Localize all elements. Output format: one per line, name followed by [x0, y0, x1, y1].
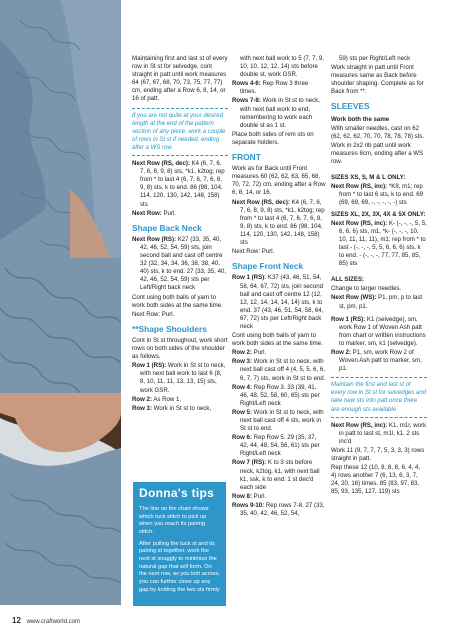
instruction-row: [232, 493, 326, 501]
paragraph: Cont in St st throughout, work short rows on both sides of the shoulder as follows.: [132, 336, 228, 361]
instruction-row: [132, 236, 228, 293]
paragraph: Rep these 12 (10, 8, 8, 8, 6, 4, 4, 4) rows another 7 (6, 13, 6, 3, 7, 24, 20, 16) times. 85 (83, 97, 83, 85, 93, 135, 127, 119) sts: [331, 464, 421, 496]
paragraph: Work in 2x2 rib patt until work measures 8cm, ending after a WS row.: [331, 141, 424, 166]
instruction-row: [232, 459, 326, 491]
row-text: P1, sm, work Row 2 of Woven Ash patt to marker, sm, p1.: [339, 348, 422, 373]
section-heading: **Shape Shoulders: [132, 323, 207, 334]
row-label: Row 2:: [132, 395, 152, 403]
instruction-row: [331, 294, 427, 310]
tip-note: Maintain the first and last st of every row in St st for selvedges and take new sts into patt once there are enough sts available: [331, 377, 427, 417]
tips-title: Donna's tips: [139, 486, 215, 500]
row-text: *K8, m1; rep from * to last 6 sts, k to end. 69 (69, 69, 69, -, -, -, -, -) sts: [339, 183, 423, 207]
row-label: Row 8:: [232, 492, 252, 500]
instruction-row: [331, 316, 427, 348]
row-text: K4 (6, 7, 6, 7, 6, 8, 9, 8) sts, *k1, k2tog; rep from * to last 4 (6, 7, 6, 7, 6, 8, 9, 8) sts, k to end. 86 (98, 104, 114, 120, 130, 142, 148, 158) sts: [140, 160, 225, 208]
row-label: Row 4:: [232, 383, 252, 391]
paragraph: Cont using both balls of yarn to work both sides at the same time.: [132, 293, 223, 309]
instruction-row: [232, 199, 326, 248]
section-heading: Shape Front Neck: [232, 261, 304, 272]
section-heading: SLEEVES: [331, 101, 370, 112]
row-text: Work in St st to neck, with next ball work to last 6 (8, 8, 10, 11, 11, 13, 13, 15) sts, work GSR.: [140, 362, 226, 394]
paragraph: Maintaining first and last st of every row in St st for selvedge, cont straight in patt until work measures 64 (67, 67, 68, 70, 73, 75, 77, 77) cm, ending after a Row 6, 8, 14, or 16 of patt.: [132, 55, 228, 103]
row-text: K1 (selvedge), sm, work Row 1 of Woven Ash patt from chart or written instructions to marker, sm, k1 (selvedge).: [339, 315, 426, 347]
instruction-row: [331, 422, 427, 446]
sweater-photo-top: [0, 0, 121, 258]
row-text: P1, pm, p to last st, pm, p1.: [339, 294, 423, 310]
paragraph: Next Row: Purl.: [132, 310, 175, 318]
row-label: Next Row (RS, inc):: [331, 219, 388, 227]
row-label: Rows 7-8:: [232, 97, 261, 105]
website-url: www.craftworld.com: [26, 619, 80, 625]
row-text: Work in St st to neck,: [151, 404, 212, 412]
instruction-row: [232, 274, 326, 331]
instruction-row: [132, 210, 228, 218]
instruction-row: [232, 358, 326, 382]
row-label: Row 2:: [232, 349, 252, 357]
paragraph: Cont using both balls of yarn to work both sides at the same time.: [232, 332, 323, 348]
model-photo-bottom: [0, 393, 121, 605]
tip-text: After pulling the tuck st and its pairing st together, work the next st snuggly to minimize the natural gap that will form. On the next row, as you knit across, you can further close up any gap by knitting the two sts firmly: [139, 540, 220, 593]
row-label: Row 1 (RS):: [232, 274, 267, 282]
instruction-row: [331, 183, 427, 207]
tips-box: [133, 482, 226, 606]
instruction-row: [331, 220, 427, 269]
instruction-row: [232, 384, 326, 408]
row-text: Purl.: [251, 492, 267, 500]
row-label: Next Row (RS, inc):: [331, 183, 388, 191]
paragraph: Place both sides of rem sts on separate holders.: [232, 130, 314, 146]
row-label: Row 3:: [232, 358, 252, 366]
page-number: 12: [12, 616, 21, 625]
row-text: K1, m1r, work in patt to last st, m1l, k1. 2 sts inc'd: [339, 421, 427, 445]
row-label: Row 5:: [232, 408, 252, 416]
row-text: Rep Row 3. 33 (39, 41, 46, 48, 52, 58, 60, 65) sts per Right/Left neck: [240, 383, 320, 407]
paragraph: Work 11 (9, 7, 7, 7, 5, 3, 3, 3) rows straight in patt.: [331, 446, 425, 463]
row-text: K- (-, -, -, 5, 5, 6, 6, 6) sts, m1, *k- (-, -, -, 10, 10, 11, 11, 11), m1; rep from * to last - (-, -, -, 5, 5, 6, 6, 6) sts, k to end. - (-, -, -, 77, 77, 85, 85, 85) sts: [339, 219, 427, 268]
instruction-row: [232, 97, 326, 129]
row-text: Purl.: [161, 209, 177, 217]
row-label: Row 1 (RS):: [331, 315, 366, 323]
row-label: Next Row (RS, dec):: [232, 198, 290, 206]
section-heading: FRONT: [232, 152, 261, 163]
text-column-2: [232, 55, 326, 519]
instruction-row: [132, 405, 228, 413]
page-footer: [12, 616, 80, 627]
subheading: Work both the same: [331, 115, 390, 123]
instruction-row: [132, 160, 228, 209]
instruction-row: [232, 502, 326, 518]
row-label: Row 7 (RS):: [232, 459, 267, 467]
row-text: K37 (43, 46, 51, 54, 58, 64, 67, 72) sts, join second ball and cast off centre 12 (12, 12, 12, 14, 14, 14, 14) sts, k to end. 37 (43, 46, 51, 54, 58, 64, 67, 72) sts per Left/Right back neck: [240, 274, 324, 330]
instruction-row: [232, 409, 326, 433]
size-heading: SIZES XS, S, M & L ONLY:: [331, 174, 406, 182]
row-text: K to 3 sts before neck, k2tog, k1, with next ball k1, ssk, k to end. 1 st dec'd each side: [240, 459, 320, 491]
paragraph: With smaller needles, cast on 62 (62, 62, 62, 70, 70, 78, 78, 78) sts.: [331, 124, 425, 140]
instruction-row: [232, 80, 326, 96]
instruction-row: [331, 349, 427, 373]
row-text: K27 (33, 35, 40, 42, 46, 52, 54, 59) sts, join second ball and cast off centre 32 (32, 34, 34, 36, 38, 38, 40, 40) sts, k to end. 27 (33, 35, 40, 42, 46, 52, 54, 59) sts per Left/Right back neck: [140, 235, 227, 292]
section-heading: Shape Back Neck: [132, 222, 202, 233]
row-text: Rep Row 3 three times.: [240, 80, 309, 96]
row-text: Work in St st to neck, with next ball work to end, remembering to work each double st as 1 st.: [240, 97, 320, 129]
row-text: K4 (6, 7, 6, 7, 6, 8, 9, 8) sts, *k1, k2tog; rep from * to last 4 (6, 7, 6, 7, 6, 8, 9, 8) sts, k to end. 86 (98, 104, 114, 120, 130, 142, 148, 158) sts: [240, 198, 325, 247]
paragraph: Work straight in patt until Front measures same as Back before shoulder shaping. Complete as for Back from **.: [331, 64, 424, 96]
row-label: Next Row (WS):: [331, 294, 377, 302]
sweater-photo-middle: [0, 258, 121, 393]
row-label: Rows 9-10:: [232, 501, 265, 509]
row-label: Row 3:: [132, 404, 152, 412]
row-text: Work in St st to neck, with next ball cast off 4 sts, work in St st to end.: [240, 408, 324, 433]
size-heading: ALL SIZES:: [331, 276, 365, 284]
row-text: As Row 1.: [151, 395, 182, 403]
row-text: Work in St st to neck, with next ball cast off 4 (4, 5, 5, 6, 6, 6, 7, 7) sts, work in St st to end.: [240, 358, 326, 382]
tip-text: The line on the chart shows which tuck stitch to pick up when you reach its pairing stitch.: [139, 505, 209, 536]
instruction-row: [232, 434, 326, 458]
paragraph: Work as for Back until Front measures 60 (62, 62, 63, 65, 68, 70, 72, 72) cm, ending after a Row 6, 8, 14, or 16.: [232, 165, 326, 197]
size-heading: SIZES XL, 2X, 3X, 4X & 5X ONLY:: [331, 210, 426, 218]
instruction-row: [132, 396, 228, 404]
row-label: Next Row:: [132, 209, 162, 217]
tip-note: If you are not quite at your desired length at the end of the pattern section of any piece, work a couple of rows in St st if needed, ending after a WS row: [132, 108, 228, 156]
row-text: Rep Row 5. 29 (35, 37, 42, 44, 48, 54, 56, 61) sts per Right/Left neck: [240, 434, 320, 458]
row-text: Purl.: [251, 349, 267, 357]
row-label: Row 2:: [331, 348, 351, 356]
row-label: Row 6:: [232, 434, 252, 442]
text-column-3: [331, 55, 427, 497]
paragraph: 59) sts per Right/Left neck: [339, 55, 411, 62]
row-label: Next Row (RS):: [132, 235, 177, 243]
row-text: Rep rows 7-8. 27 (33, 35, 40, 42, 46, 52, 54,: [240, 501, 325, 518]
instruction-row: [232, 349, 326, 357]
row-label: Next Row (RS, dec):: [132, 160, 190, 168]
paragraph: Change to larger needles.: [331, 285, 402, 293]
paragraph: Next Row: Purl.: [232, 248, 275, 256]
row-label: Next Row (RS, inc):: [331, 421, 388, 429]
row-label: Row 1 (RS):: [132, 362, 167, 370]
text-column-1: [132, 55, 228, 414]
instruction-row: [132, 362, 228, 394]
row-label: Rows 4-6:: [232, 80, 261, 88]
paragraph: with next ball work to 5 (7, 7, 9, 10, 10, 12, 12, 14) sts before double st, work GSR.: [240, 55, 324, 79]
